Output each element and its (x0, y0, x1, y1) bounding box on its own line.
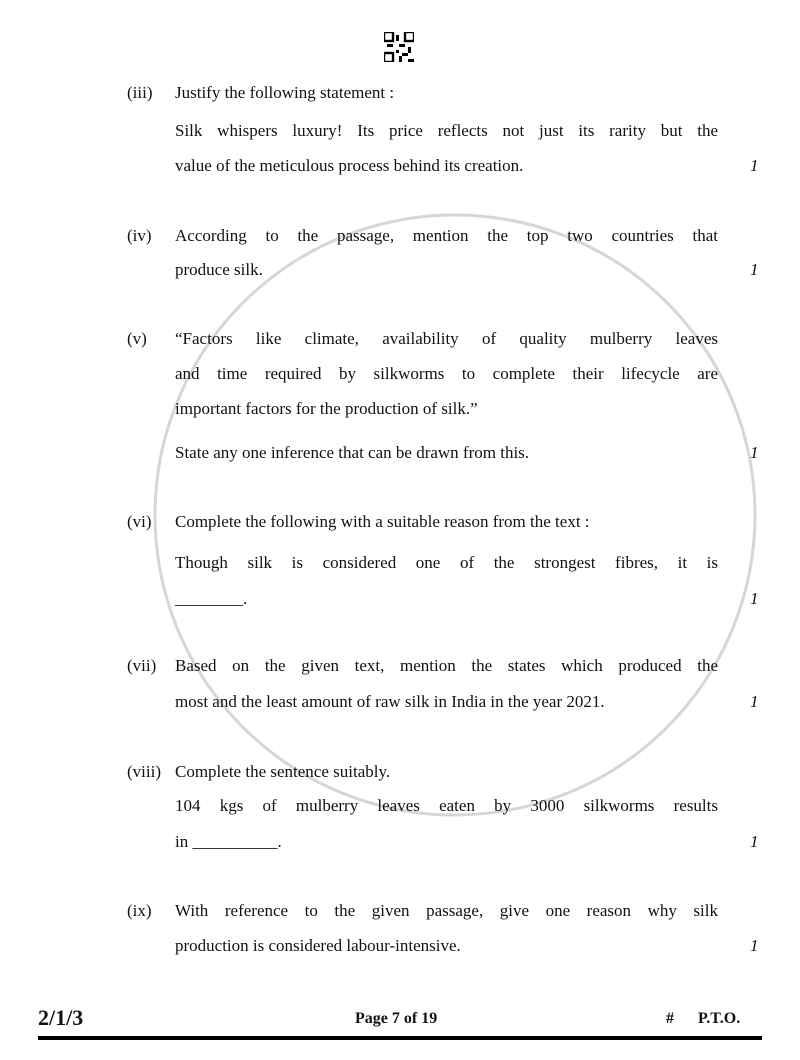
question-text-line: Though silk is considered one of the strongest fibres, it is (175, 553, 718, 572)
question-text-line: produce silk. (175, 260, 263, 279)
marks-value: 1 (750, 443, 759, 462)
question-number: (ix) (127, 901, 152, 920)
question-text-line: Silk whispers luxury! Its price reflects not just its rarity but the (175, 121, 718, 140)
question-text-line: With reference to the given passage, give one reason why silk (175, 901, 718, 920)
question-text-line: According to the passage, mention the top two countries that (175, 226, 718, 245)
paper-code: 2/1/3 (38, 1005, 84, 1030)
question-text-line: value of the meticulous process behind its creation. (175, 156, 524, 175)
footer-rule (38, 1036, 762, 1040)
question-number: (vii) (127, 656, 157, 675)
page-number: Page 7 of 19 (355, 1010, 438, 1027)
marks-value: 1 (750, 156, 759, 175)
marks-value: 1 (750, 260, 759, 279)
question-number: (vi) (127, 512, 152, 531)
question-text-line: State any one inference that can be drawn from this. (175, 443, 530, 462)
pto-label: P.T.O. (698, 1010, 741, 1027)
question-number: (viii) (127, 762, 161, 781)
question-text-line: most and the least amount of raw silk in India in the year 2021. (175, 692, 605, 711)
question-number: (iii) (127, 83, 153, 102)
qr-code-icon (384, 32, 414, 62)
question-text-line: Justify the following statement : (175, 83, 395, 102)
marks-value: 1 (750, 936, 759, 955)
marks-value: 1 (750, 832, 759, 851)
question-text-line: in __________. (175, 832, 282, 851)
marks-value: 1 (750, 692, 759, 711)
question-number: (iv) (127, 226, 152, 245)
question-text-line: Complete the following with a suitable reason from the text : (175, 512, 590, 531)
question-text-line: Complete the sentence suitably. (175, 762, 391, 781)
question-text-line: important factors for the production of silk.” (175, 399, 478, 418)
question-text-line: 104 kgs of mulberry leaves eaten by 3000 silkworms results (175, 796, 718, 815)
hash-symbol: # (666, 1010, 674, 1027)
question-text-line: and time required by silkworms to complete their lifecycle are (175, 364, 718, 383)
question-text-line: production is considered labour-intensive. (175, 936, 461, 955)
marks-value: 1 (750, 589, 759, 608)
question-text-line: “Factors like climate, availability of quality mulberry leaves (175, 329, 718, 348)
question-text-line: ________. (175, 589, 248, 608)
question-text-line: Based on the given text, mention the states which produced the (175, 656, 718, 675)
question-number: (v) (127, 329, 147, 348)
